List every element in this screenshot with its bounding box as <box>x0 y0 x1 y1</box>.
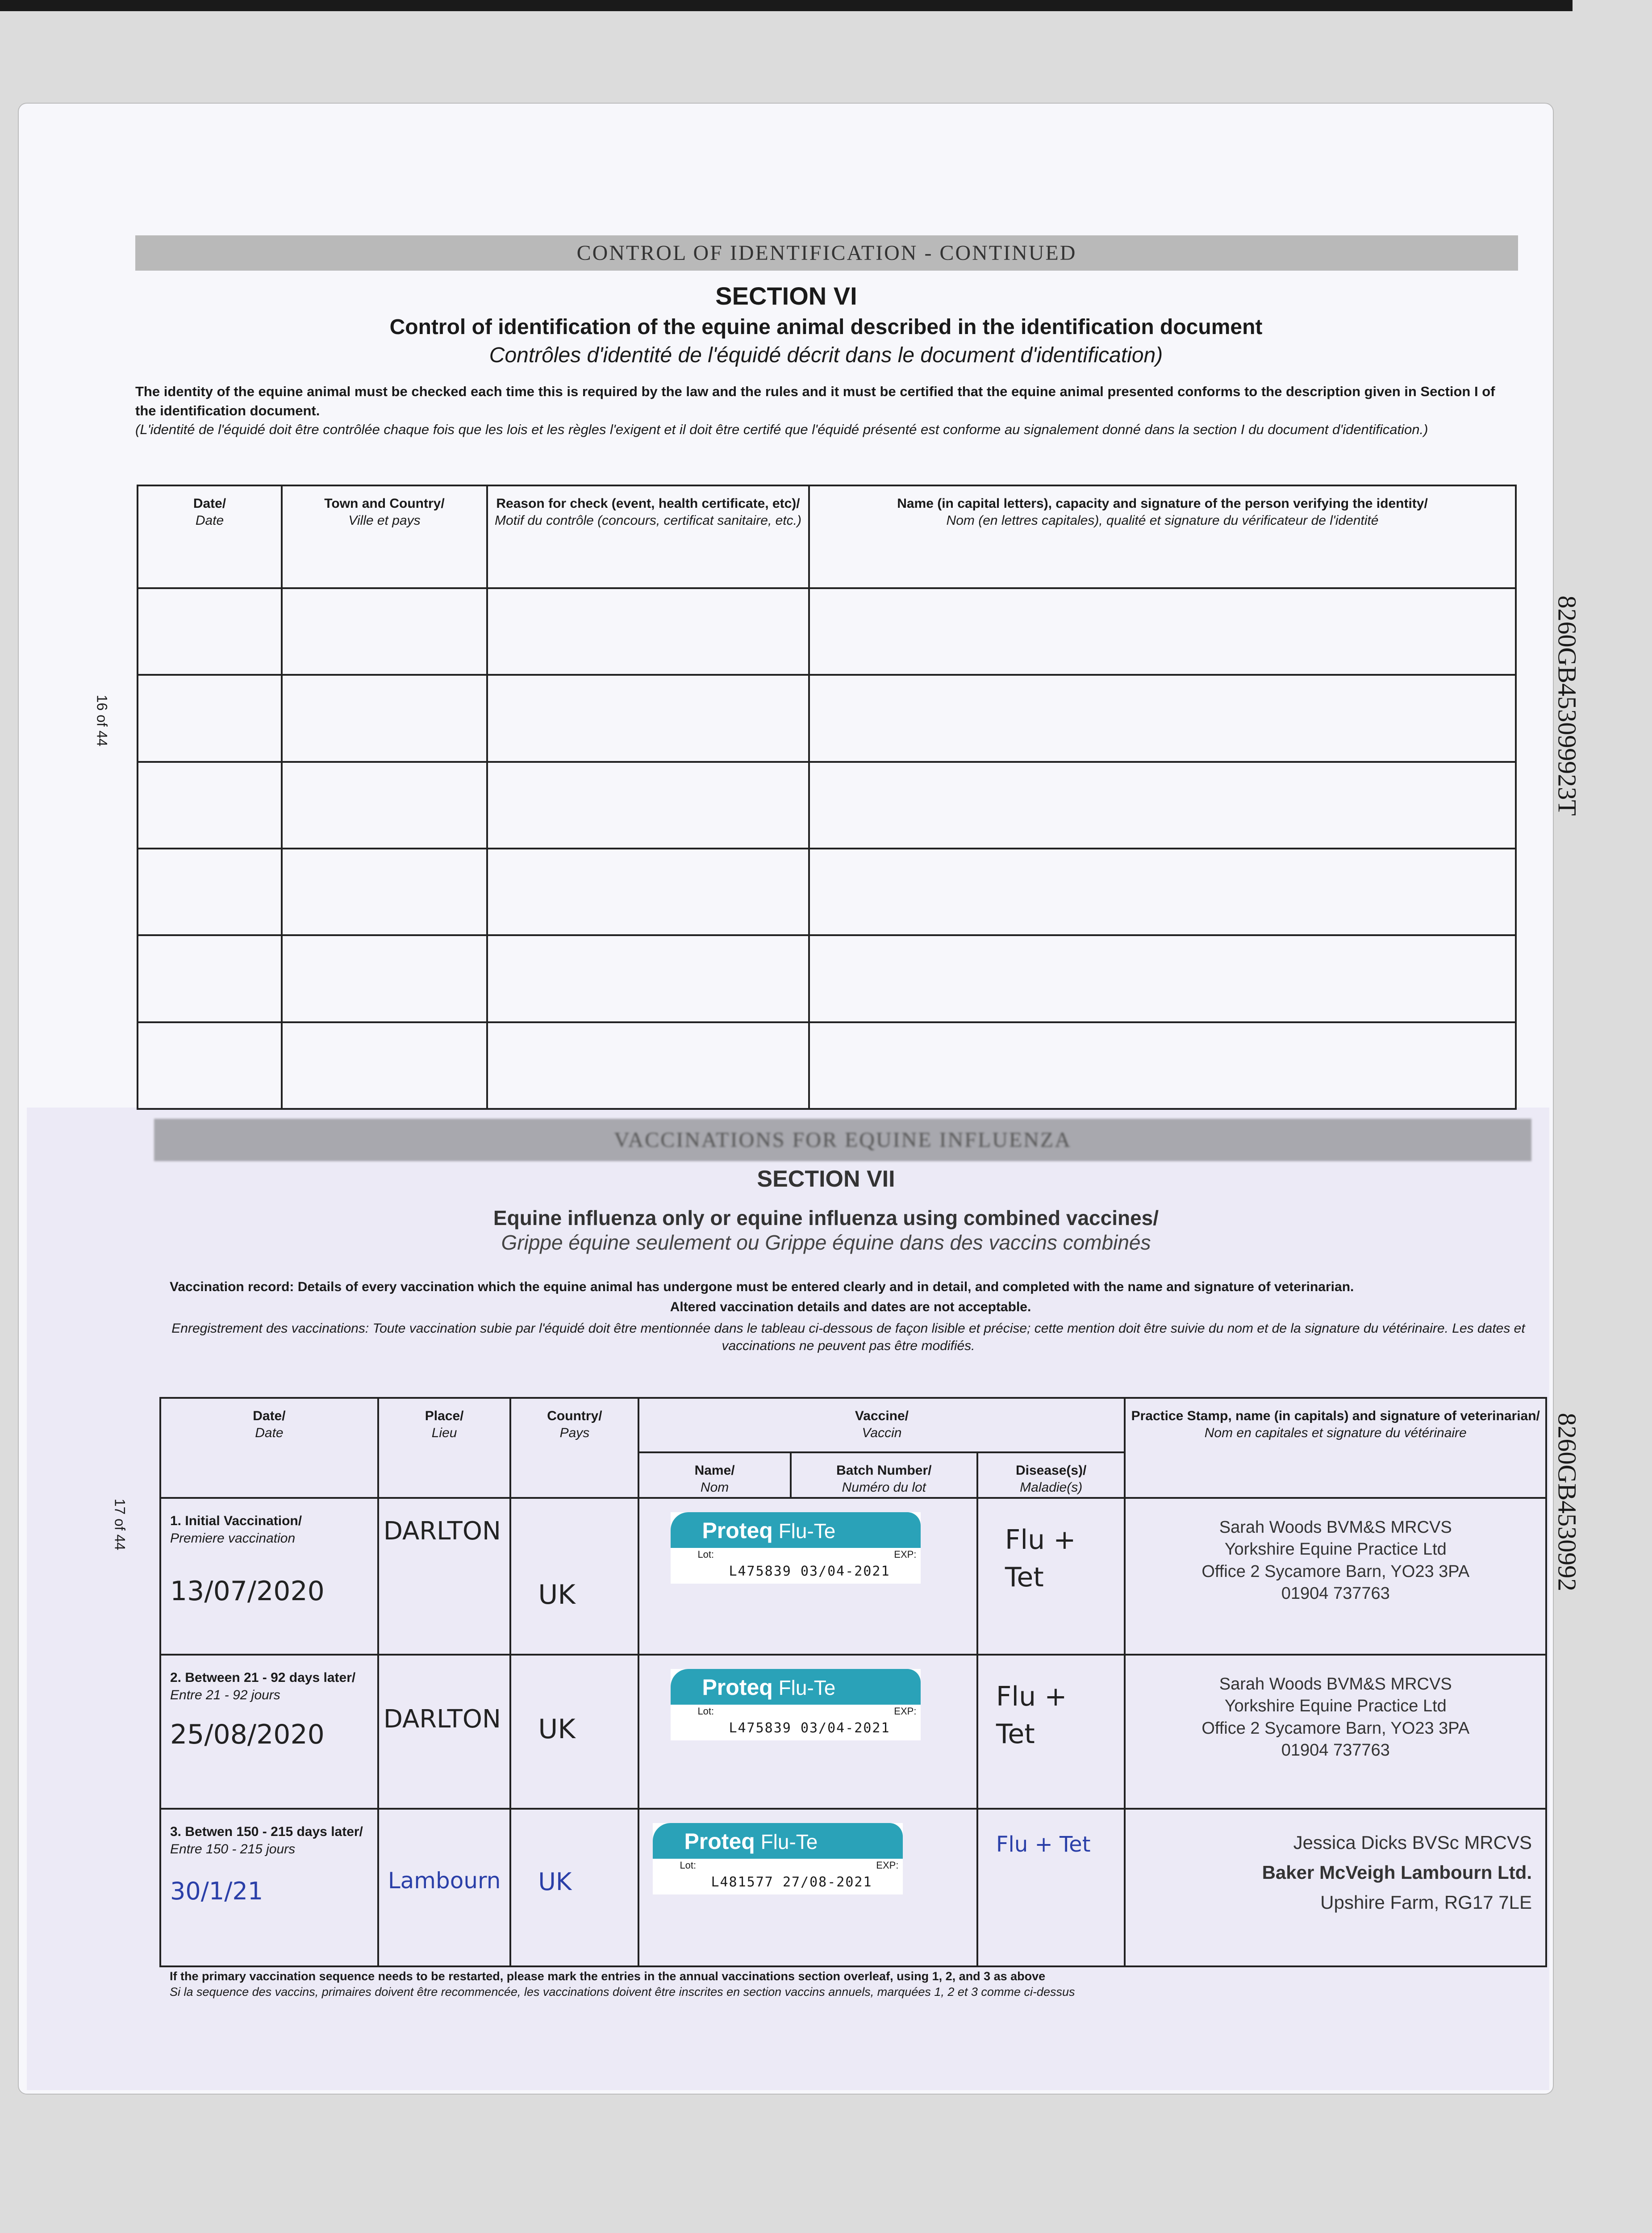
col-vaccine-name: Name/ Nom <box>638 1452 790 1498</box>
col-place: Place/ Lieu <box>378 1398 511 1498</box>
col-vaccine: Vaccine/ Vaccin <box>638 1398 1125 1452</box>
section-title: SECTION VII <box>757 1166 895 1192</box>
page-title: Control of identification of the equine animal described in the identification document <box>389 315 1263 339</box>
intro-text-fr: Enregistrement des vaccinations: Toute vaccination subie par l'équidé doit être mentionnée dans le tableau ci-dessous de façon lisible et précise; cette mention doit être suivie du nom et de la signature du vétérinaire. Les dates et vaccinations ne peuvent pas être modifiés. <box>171 1321 1525 1353</box>
scan-border <box>0 0 1573 11</box>
disease-cell: Flu + Tet <box>977 1498 1125 1655</box>
table-row <box>138 935 1516 1022</box>
vaccination-row <box>160 1655 1546 1809</box>
handwritten-date: 13/07/2020 <box>170 1576 325 1607</box>
practice-stamp: Sarah Woods BVM&S MRCVS Yorkshire Equine Practice Ltd Office 2 Sycamore Barn, YO23 3PA 01904 737763 <box>1125 1498 1546 1655</box>
col-date: Date/ Date <box>160 1398 378 1498</box>
col-batch-number: Batch Number/ Numéro du lot <box>791 1452 977 1498</box>
country-cell: UK <box>510 1655 638 1809</box>
intro-text: Vaccination record: Details of every vaccination which the equine animal has undergone must be entered clearly and in detail, and completed with the name and signature of veterinarian. <box>170 1280 1354 1294</box>
section-title: SECTION VI <box>715 282 857 310</box>
col-practice-stamp: Practice Stamp, name (in capitals) and signature of veterinarian/ Nom en capitales et signature du vétérinaire <box>1125 1398 1546 1498</box>
handwritten-date: 25/08/2020 <box>170 1719 325 1750</box>
footer-note-fr: Si la sequence des vaccins, primaires doivent être recommencée, les vaccinations doivent être inscrites en section vaccins annuels, marquées 1, 2 et 3 comme ci-dessus <box>170 1985 1075 1999</box>
page-title-fr: Grippe équine seulement ou Grippe équine dans des vaccins combinés <box>501 1231 1151 1254</box>
page-title: Equine influenza only or equine influenza using combined vaccines/ <box>493 1206 1159 1229</box>
place-cell: Lambourn <box>378 1809 511 1966</box>
page-number: 16 of 44 <box>94 694 110 747</box>
vaccination-row <box>160 1809 1546 1966</box>
table-row <box>138 762 1516 849</box>
place-cell: DARLTON <box>378 1498 511 1655</box>
date-cell: 2. Between 21 - 92 days later/ Entre 21 - 92 jours 25/08/2020 <box>160 1655 378 1809</box>
practice-stamp: Jessica Dicks BVSc MRCVS Baker McVeigh Lambourn Ltd. Upshire Farm, RG17 7LE <box>1125 1809 1546 1966</box>
vaccine-sticker: Proteq Flu-Te Lot: EXP: L481577 27/08-2021 <box>653 1823 903 1894</box>
vaccination-table <box>159 1397 1547 1967</box>
intro-text-fr: (L'identité de l'équidé doit être contrôlée chaque fois que les lois et les règles l'exigent et il doit être certifé que l'équidé présenté est conforme au signalement donné dans la section I du document d'identification.) <box>135 422 1428 437</box>
vaccine-sticker-cell <box>638 1809 977 1966</box>
col-verifier: Name (in capital letters), capacity and signature of the person verifying the identity/ Nom (en lettres capitales), qualité et signature du vérificateur de l'identité <box>809 485 1516 588</box>
section-header-bar: VACCINATIONS FOR EQUINE INFLUENZA <box>154 1119 1531 1161</box>
section-header-bar: CONTROL OF IDENTIFICATION - CONTINUED <box>135 235 1518 271</box>
disease-cell: Flu + Tet <box>977 1655 1125 1809</box>
country-cell: UK <box>510 1498 638 1655</box>
vaccine-sticker-cell <box>638 1498 977 1655</box>
date-cell: 1. Initial Vaccination/ Premiere vaccination 13/07/2020 <box>160 1498 378 1655</box>
identity-check-table <box>137 485 1517 1110</box>
table-row <box>138 1022 1516 1109</box>
country-cell: UK <box>510 1809 638 1966</box>
col-town-country: Town and Country/ Ville et pays <box>282 485 487 588</box>
document-id: 8260GB4530992 <box>1552 1413 1582 1592</box>
table-row <box>138 675 1516 761</box>
practice-stamp: Sarah Woods BVM&S MRCVS Yorkshire Equine Practice Ltd Office 2 Sycamore Barn, YO23 3PA 01904 737763 <box>1125 1655 1546 1809</box>
page-number: 17 of 44 <box>112 1498 128 1551</box>
table-row <box>138 849 1516 935</box>
handwritten-date: 30/1/21 <box>170 1877 263 1905</box>
page-title-fr: Contrôles d'identité de l'équidé décrit dans le document d'identification) <box>489 343 1163 367</box>
footer-note: If the primary vaccination sequence needs to be restarted, please mark the entries in the annual vaccinations section overleaf, using 1, 2, and 3 as above <box>170 1970 1046 1983</box>
col-date: Date/ Date <box>138 485 282 588</box>
intro-text: The identity of the equine animal must be checked each time this is required by the law and the rules and it must be certified that the equine animal presented conforms to the description given in Section I of the identification document. <box>135 384 1495 419</box>
vaccine-sticker: Proteq Flu-Te Lot: EXP: L475839 03/04-2021 <box>671 1669 921 1740</box>
intro-text-2: Altered vaccination details and dates are not acceptable. <box>670 1300 1031 1314</box>
col-country: Country/ Pays <box>510 1398 638 1498</box>
date-cell: 3. Betwen 150 - 215 days later/ Entre 150 - 215 jours 30/1/21 <box>160 1809 378 1966</box>
vaccination-row <box>160 1498 1546 1655</box>
place-cell: DARLTON <box>378 1655 511 1809</box>
col-reason: Reason for check (event, health certificate, etc)/ Motif du contrôle (concours, certificat sanitaire, etc.) <box>487 485 809 588</box>
disease-cell: Flu + Tet <box>977 1809 1125 1966</box>
table-row <box>138 588 1516 675</box>
col-diseases: Disease(s)/ Maladie(s) <box>977 1452 1125 1498</box>
vaccine-sticker-cell <box>638 1655 977 1809</box>
vaccine-sticker: Proteq Flu-Te Lot: EXP: L475839 03/04-2021 <box>671 1512 921 1584</box>
document-id: 8260GB453099923T <box>1552 595 1582 816</box>
